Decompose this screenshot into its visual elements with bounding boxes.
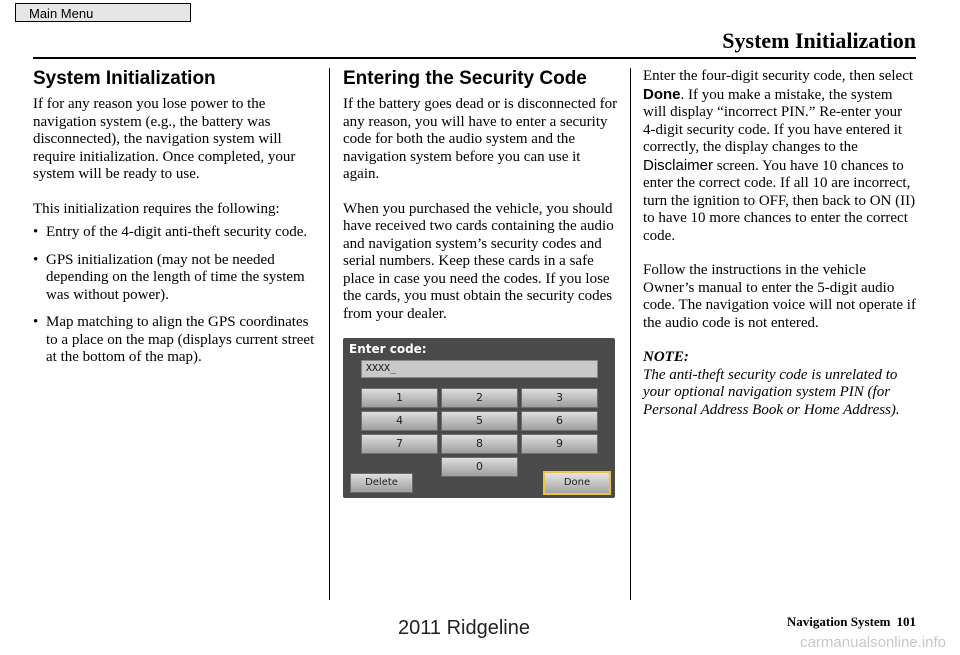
footer-model-name: 2011 Ridgeline [398, 617, 530, 639]
screen-title: Enter code: [349, 342, 427, 356]
keypad-key-5[interactable]: 5 [441, 411, 518, 431]
section-heading: Entering the Security Code [343, 68, 587, 89]
keypad-key-3[interactable]: 3 [521, 388, 598, 408]
done-keyword: Done [643, 85, 681, 103]
footer-section [787, 614, 916, 630]
column-security-code [343, 68, 618, 340]
paragraph: If the battery goes dead or is disconnected for any reason, you will have to enter a security code for both the audio system and the navigation system before you can use it again. [343, 96, 618, 182]
paragraph: When you purchased the vehicle, you should have received two cards containing the audio and navigation system’s security codes and serial numbers. Keep these cards in a safe place in case you need the codes. If you lose the cards, you must obtain the security codes from your dealer. [343, 200, 614, 322]
list-item: • Map matching to align the GPS coordinates to a place on the map (displays current street at the bottom of the map). [33, 314, 318, 367]
keypad-key-9[interactable]: 9 [521, 434, 598, 454]
column-divider [630, 68, 631, 600]
main-menu-button[interactable]: Main Menu [15, 3, 191, 22]
text-run: screen. You have 10 chances to enter the correct code. If all 10 are incorrect, turn the ignition to OFF, then back to ON (II) to have 10 more chances to enter the correct code. [643, 157, 916, 244]
paragraph: This initialization requires the following: [33, 200, 280, 217]
keypad-key-1[interactable]: 1 [361, 388, 438, 408]
keypad-key-6[interactable]: 6 [521, 411, 598, 431]
watermark-text: carmanualsonline.info [800, 634, 946, 651]
page-title: System Initialization [722, 28, 916, 53]
text-run: . If you make a mistake, the system will display “incorrect PIN.” Re-enter your 4-digit security code. If you have entered it correctly, the display changes to the [643, 86, 903, 155]
keypad-key-4[interactable]: 4 [361, 411, 438, 431]
footer-section-name: Navigation System [786, 614, 891, 629]
keypad-key-0[interactable]: 0 [441, 457, 518, 477]
done-button[interactable]: Done [543, 471, 611, 495]
section-heading: System Initialization [33, 68, 216, 89]
list-item: • GPS initialization (may not be needed depending on the length of time the system was without power). [33, 252, 318, 305]
note-text: The anti-theft security code is unrelated to your optional navigation system PIN (for Personal Address Book or Home Address). [643, 366, 900, 418]
requirements-list [33, 224, 318, 367]
paragraph: If for any reason you lose power to the navigation system (e.g., the battery was disconnected), the navigation system will require initialization. Once completed, your system will be ready to use. [33, 96, 296, 182]
page-number: 101 [896, 614, 916, 629]
text-run: Enter the four-digit security code, then select [643, 68, 914, 84]
disclaimer-keyword: Disclaimer [643, 156, 714, 174]
keypad-key-7[interactable]: 7 [361, 434, 438, 454]
header-divider [33, 57, 916, 59]
keypad-key-8[interactable]: 8 [441, 434, 518, 454]
enter-code-screen [343, 338, 615, 498]
column-divider [329, 68, 330, 600]
code-input-field[interactable]: XXXX_ [361, 360, 598, 378]
keypad-key-2[interactable]: 2 [441, 388, 518, 408]
delete-button[interactable]: Delete [350, 473, 413, 493]
column-system-initialization [33, 68, 318, 377]
list-item: • Entry of the 4-digit anti-theft security code. [33, 224, 318, 242]
note-label: NOTE: [643, 349, 689, 365]
column-instructions [643, 68, 918, 419]
paragraph [643, 68, 918, 245]
paragraph: Follow the instructions in the vehicle Owner’s manual to enter the 5-digit audio code. The navigation voice will not operate if the audio code is not entered. [643, 262, 916, 331]
